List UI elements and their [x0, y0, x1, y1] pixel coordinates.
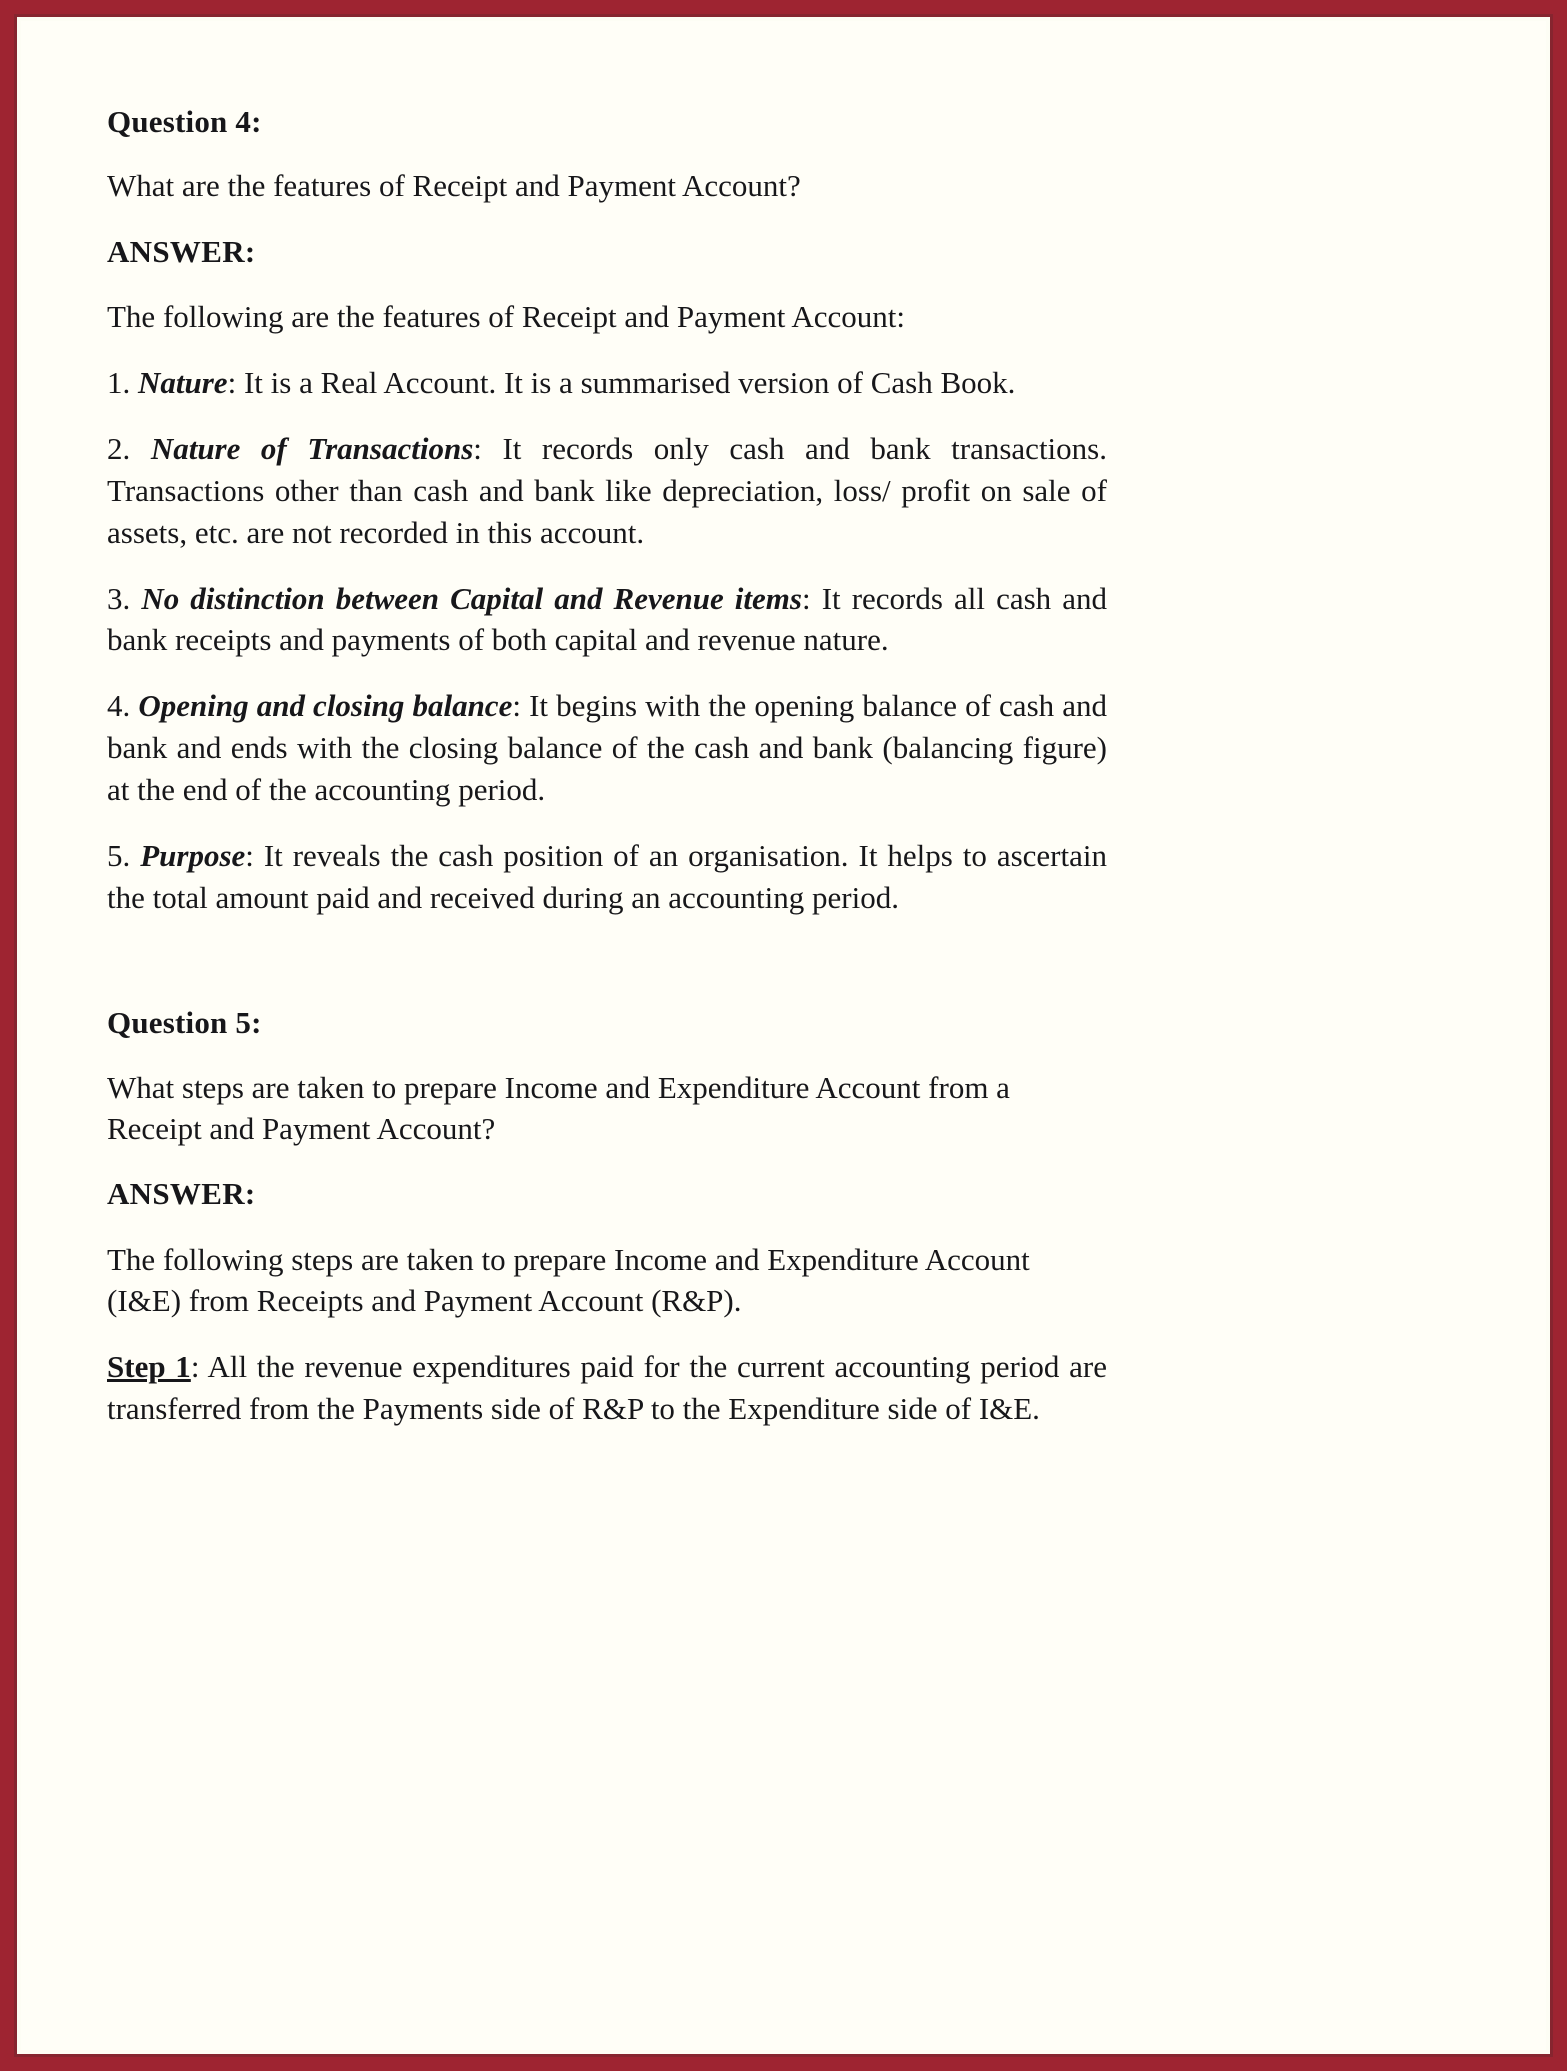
feature-2-separator: : [473, 430, 503, 466]
feature-1-separator: : [227, 365, 244, 401]
question-4-text: What are the features of Receipt and Payment Account? [107, 168, 801, 204]
feature-3-separator: : [801, 580, 822, 616]
feature-5-number: 5. [107, 837, 131, 873]
feature-5-label: Purpose [140, 837, 246, 873]
feature-2-number: 2. [107, 430, 131, 466]
feature-item-3 [107, 578, 1107, 662]
question-5-heading: Question 5: [107, 1005, 262, 1041]
feature-1-label: Nature [138, 365, 228, 401]
feature-4-number: 4. [107, 688, 131, 724]
section-divider-gap [107, 918, 1107, 1004]
feature-3-number: 3. [107, 580, 131, 616]
feature-2-body: It records only cash and bank transactions. Transactions other than cash and bank like depreciation, loss/ profit on sale of assets, etc. are not recorded in this account. [107, 430, 1107, 550]
step-1-label: Step 1 [107, 1349, 191, 1385]
question-5-block [107, 1004, 1107, 1430]
feature-5-body: It reveals the cash position of an organisation. It helps to ascertain the total amount paid and received during an accounting period. [107, 837, 1107, 915]
question-4-answer-label: ANSWER: [107, 234, 256, 270]
feature-1-body: It is a Real Account. It is a summarised version of Cash Book. [243, 365, 1016, 401]
feature-item-5 [107, 835, 1107, 919]
feature-2-label: Nature of Transactions [150, 430, 474, 466]
feature-4-label: Opening and closing balance [138, 688, 513, 724]
feature-3-body: It records all cash and bank receipts and payments of both capital and revenue nature. [107, 580, 1107, 658]
feature-item-1 [107, 362, 1107, 404]
question-5-text: What steps are taken to prepare Income and Expenditure Account from a Receipt and Payment Account? [107, 1069, 1010, 1146]
feature-5-separator: : [245, 837, 264, 873]
question-4-heading: Question 4: [107, 104, 262, 139]
document-content [107, 103, 1107, 1430]
feature-3-label: No distinction between Capital and Revenue items [141, 580, 802, 616]
feature-item-4 [107, 685, 1107, 811]
question-5-answer-intro: The following steps are taken to prepare Income and Expenditure Account (I&E) from Receipts and Payment Account (R&P). [107, 1241, 1030, 1319]
page-inner-rule [14, 14, 1553, 2057]
step-1-separator: : [190, 1349, 208, 1385]
question-5-answer-label: ANSWER: [107, 1176, 256, 1212]
question-4-answer-intro: The following are the features of Receipt and Payment Account: [107, 299, 905, 335]
step-1-body: All the revenue expenditures paid for the current accounting period are transferred from the Payments side of R&P to the Expenditure side of I&E. [107, 1349, 1107, 1427]
feature-1-number: 1. [107, 365, 131, 401]
feature-4-separator: : [512, 688, 530, 724]
question-4-block [107, 103, 1107, 918]
page-sheet [21, 21, 1546, 2050]
step-item-1 [107, 1346, 1107, 1430]
feature-4-body: It begins with the opening balance of cash and bank and ends with the closing balance of the cash and bank (balancing figure) at the end of the accounting period. [107, 688, 1107, 807]
feature-item-2 [107, 428, 1107, 554]
